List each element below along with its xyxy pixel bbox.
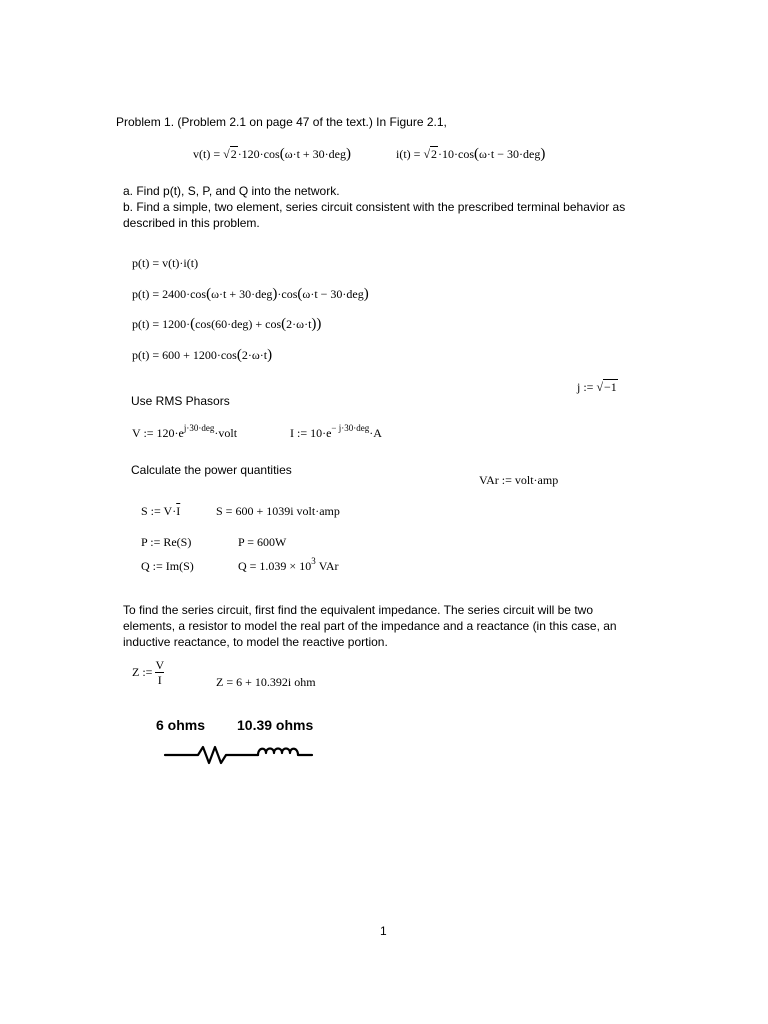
- current-phasor: [290, 423, 382, 441]
- voltage-equation: v(t) = √2·120·cos(ω·t + 30·deg): [193, 146, 352, 162]
- power-equation-2: p(t) = 2400·cos(ω·t + 30·deg)·cos(ω·t − 30·deg): [132, 286, 369, 302]
- current-equation: i(t) = √2·10·cos(ω·t − 30·deg): [396, 146, 546, 162]
- var-definition: VAr := volt·amp: [479, 473, 559, 487]
- impedance-definition: [132, 658, 164, 687]
- voltage-phasor: [132, 423, 238, 441]
- task-b-line-1: b. Find a simple, two element, series circuit consistent with the prescribed terminal behavior as: [123, 200, 626, 214]
- inductor-label: 10.39 ohms: [237, 717, 314, 733]
- p4-a: p(t) = 600 + 1200·cos: [132, 348, 237, 362]
- i-lhs: i(t) =: [396, 147, 424, 161]
- p2-c: ·cos: [277, 287, 298, 301]
- s-def-lhs: S := V·: [141, 504, 177, 518]
- v-sqrt: 2: [230, 147, 237, 161]
- problem-heading: Problem 1. (Problem 2.1 on page 47 of the text.) In Figure 2.1,: [116, 115, 447, 129]
- q-result-unit: VAr: [318, 559, 339, 573]
- j-rad: −1: [604, 380, 617, 394]
- p2-a: p(t) = 2400·cos: [132, 287, 207, 301]
- i-mid: ·10·cos: [438, 147, 475, 161]
- p3-a: p(t) = 1200·: [132, 317, 191, 331]
- s-def-conjugate: $\overline{I}$: [176, 504, 181, 518]
- i-args: ω·t − 30·deg: [479, 147, 541, 161]
- z-fraction: [155, 658, 164, 687]
- series-paragraph-line-3: inductive reactance, to model the reactive portion.: [123, 635, 388, 649]
- i-phasor-base: I := 10·e: [290, 426, 332, 440]
- rms-heading: Use RMS Phasors: [131, 394, 230, 408]
- z-denominator: I: [157, 673, 162, 687]
- i-sqrt: 2: [431, 147, 438, 161]
- v-phasor-base: V := 120·e: [132, 426, 184, 440]
- i-phasor-unit: ·A: [369, 426, 382, 440]
- inductor-symbol: [258, 749, 312, 756]
- task-a: a. Find p(t), S, P, and Q into the network.: [123, 184, 340, 198]
- power-equation-4: p(t) = 600 + 1200·cos(2·ω·t): [132, 347, 273, 363]
- p2-d: ω·t − 30·deg: [302, 287, 364, 301]
- v-args: ω·t + 30·deg: [284, 147, 347, 161]
- q-definition: Q := Im(S): [141, 559, 194, 573]
- p4-b: 2·ω·t: [241, 348, 268, 362]
- resistor-label: 6 ohms: [156, 717, 206, 733]
- series-paragraph-line-1: To find the series circuit, first find the equivalent impedance. The series circuit will be two: [123, 603, 593, 617]
- z-lhs: Z :=: [132, 665, 156, 679]
- p3-c: 2·ω·t: [286, 317, 312, 331]
- z-numerator: V: [155, 658, 165, 672]
- p3-b: cos(60·deg) + cos: [195, 317, 282, 331]
- power-equation-1: p(t) = v(t)·i(t): [132, 256, 199, 270]
- i-phasor-exp: − j·30·deg: [331, 423, 370, 433]
- v-phasor-unit: ·volt: [214, 426, 238, 440]
- j-lhs: j :=: [577, 380, 597, 394]
- v-phasor-exp: j·30·deg: [183, 423, 215, 433]
- task-b-line-2: described in this problem.: [123, 216, 260, 230]
- q-result: [238, 556, 339, 574]
- v-lhs: v(t) =: [193, 147, 224, 161]
- q-result-mantissa: Q = 1.039 × 10: [238, 559, 312, 573]
- p-result: P = 600W: [238, 535, 287, 549]
- s-result: S = 600 + 1039i volt·amp: [216, 504, 340, 518]
- q-result-exp: 3: [311, 556, 316, 566]
- v-mid: ·120·cos: [237, 147, 280, 161]
- calc-heading: Calculate the power quantities: [131, 463, 292, 477]
- series-paragraph-line-2: elements, a resistor to model the real part of the impedance and a reactance (in this case, an: [123, 619, 617, 633]
- power-equation-3: p(t) = 1200·(cos(60·deg) + cos(2·ω·t)): [132, 316, 322, 332]
- s-definition: [141, 504, 180, 519]
- j-definition: j := √−1: [577, 380, 617, 394]
- p2-b: ω·t + 30·deg: [211, 287, 273, 301]
- series-circuit: [160, 742, 320, 768]
- impedance-result: Z = 6 + 10.392i ohm: [216, 675, 316, 689]
- resistor-symbol: [165, 747, 258, 763]
- p-definition: P := Re(S): [141, 535, 192, 549]
- page-number: 1: [380, 924, 387, 938]
